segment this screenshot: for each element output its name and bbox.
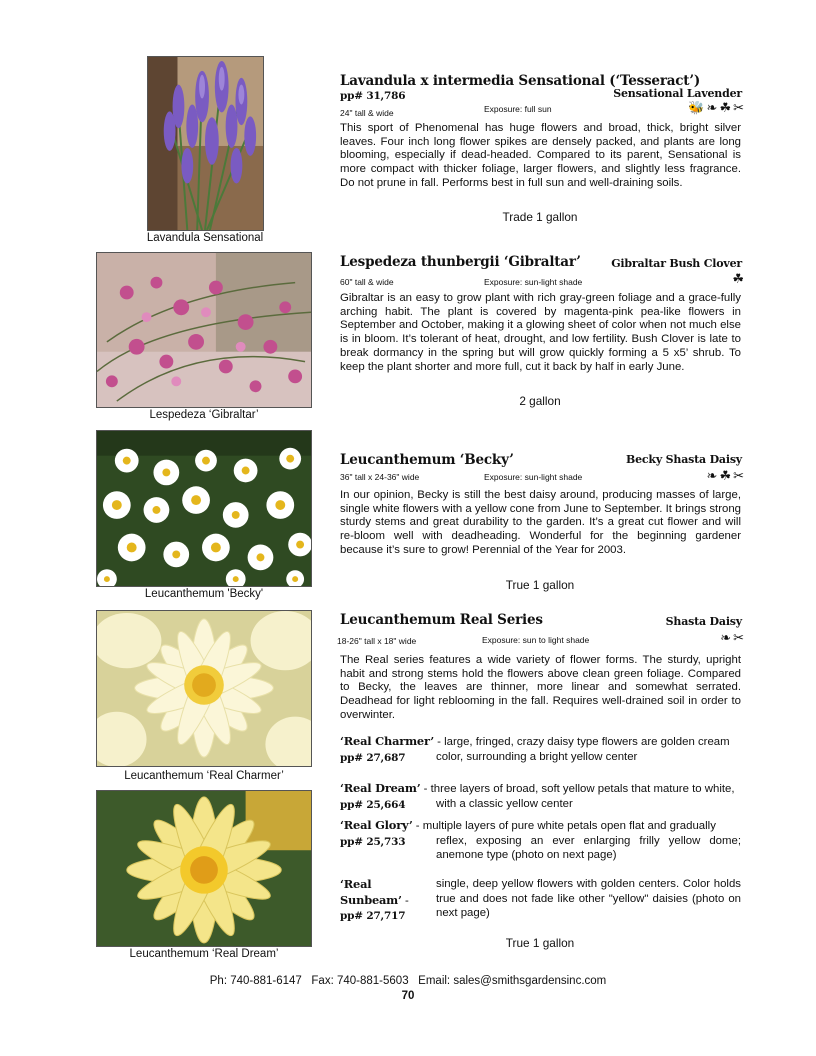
- photo-caption: Lavandula Sensational: [146, 232, 264, 244]
- botanical-name: Leucanthemum Real Series: [340, 612, 543, 628]
- lespedeza-photo: [96, 252, 312, 408]
- cultivar-name: ‘Real Dream’: [340, 781, 421, 795]
- plant-size: 24" tall & wide: [340, 108, 394, 118]
- plant-patent: pp# 27,717: [340, 910, 406, 922]
- deer-resistant-icon: ☘: [719, 468, 732, 483]
- plant-patent: pp# 25,733: [340, 835, 406, 848]
- plant-patent: pp# 25,664: [340, 798, 406, 811]
- butterfly-icon: ❧: [720, 630, 732, 645]
- common-name: Sensational Lavender: [613, 87, 742, 100]
- photo-caption: Leucanthemum ‘Real Charmer’: [124, 770, 284, 782]
- plant-description: The Real series features a wide variety of flower forms. The sturdy, upright habit and strong stems hold the flowers above clean green foliage. Compared to Becky, the leaves are thinner, more linear and somewhat serrated. Deadhead for light reblooming in the fall. Requires well-drained soil in order to overwinter.: [340, 654, 741, 721]
- real-charmer-photo: [96, 610, 312, 767]
- photo-caption: Leucanthemum 'Becky': [144, 588, 264, 600]
- pot-size: Trade 1 gallon: [502, 210, 578, 224]
- real-dream-photo: [96, 790, 312, 947]
- cultivar-lead: - multiple layers of pure white petals open flat and gradually: [412, 820, 716, 832]
- becky-daisy-photo: [96, 430, 312, 587]
- cut-flower-icon: ✂: [733, 468, 744, 483]
- cultivar-name: ‘Real Glory’: [340, 818, 413, 832]
- pot-size: True 1 gallon: [505, 578, 575, 592]
- cultivar-name: ‘Real Charmer’: [340, 734, 434, 748]
- exposure: Exposure: full sun: [484, 104, 552, 114]
- attribute-icons: [688, 101, 744, 114]
- cultivar-item: [340, 877, 741, 922]
- cultivar-item: [340, 781, 741, 811]
- lavender-photo: [147, 56, 264, 231]
- common-name: Becky Shasta Daisy: [626, 453, 742, 466]
- plant-description: This sport of Phenomenal has huge flowers and broad, thick, bright silver leaves. Four inch long flower spikes are densely packed, and plants are long blooming, especially if dead-headed. Compared to its parent, Sensational is more compact with thicker foliage, larger flowers, and slightly less fragrance. Do not prune in fall. Performs best in full sun and well-draining soils.: [340, 122, 741, 189]
- plant-patent: pp# 27,687: [340, 751, 406, 764]
- botanical-name: Leucanthemum ‘Becky’: [340, 452, 514, 468]
- exposure: Exposure: sun-light shade: [484, 472, 583, 482]
- butterfly-icon: ❧: [706, 468, 718, 483]
- exposure: Exposure: sun-light shade: [484, 277, 583, 287]
- deer-resistant-icon: ☘: [732, 271, 744, 286]
- cultivar-lead: - large, fringed, crazy daisy type flowers are golden cream: [433, 736, 730, 748]
- pollinator-icon: 🐝: [688, 100, 705, 115]
- plant-size: 36" tall x 24-36" wide: [340, 472, 420, 482]
- cut-flower-icon: ✂: [733, 630, 744, 645]
- attribute-icons: [707, 469, 744, 482]
- plant-patent: pp# 31,786: [340, 90, 406, 102]
- cultivar-name: ‘Real Sunbeam’: [340, 877, 402, 907]
- cultivar-description: with a classic yellow center: [436, 797, 573, 810]
- butterfly-icon: ❧: [706, 100, 718, 115]
- photo-caption: Lespedeza ‘Gibraltar’: [149, 409, 259, 421]
- cultivar-description: reflex, exposing an ever enlarging frilly yellow dome; anemone type (photo on next page): [436, 834, 741, 861]
- common-name: Shasta Daisy: [665, 615, 742, 628]
- cultivar-description: color, surrounding a bright yellow center: [436, 750, 638, 763]
- attribute-icons: [732, 272, 744, 285]
- exposure: Exposure: sun to light shade: [482, 635, 590, 645]
- cultivar-lead: - three layers of broad, soft yellow petals that mature to white,: [420, 783, 735, 795]
- pot-size: 2 gallon: [519, 394, 561, 408]
- cultivar-item: [340, 818, 741, 863]
- cultivar-description: single, deep yellow flowers with golden centers. Color holds true and does not fade like other "yellow" daisies (photo on next page): [436, 878, 741, 919]
- plant-size: 18-26" tall x 18" wide: [337, 636, 417, 646]
- cultivar-item: [340, 734, 741, 764]
- pot-size: True 1 gallon: [505, 936, 575, 950]
- attribute-icons: [720, 631, 744, 644]
- cut-flower-icon: ✂: [733, 100, 744, 115]
- photo-caption: Leucanthemum ‘Real Dream’: [129, 948, 279, 960]
- footer-contact: Ph: 740-881-6147 Fax: 740-881-5603 Email: sales@smithsgardensinc.com: [209, 975, 607, 987]
- page-number: 70: [401, 990, 415, 1002]
- plant-description: In our opinion, Becky is still the best daisy around, producing masses of large, single white flowers with a yellow cone from June to September. It brings strong sturdy stems and great durability to the garden. It’s a great cut flower and will re-bloom well with deadheading. Wonderful for the beginning gardener because it’s sure to grow! Perennial of the Year for 2003.: [340, 489, 741, 556]
- common-name: Gibraltar Bush Clover: [611, 257, 742, 270]
- deer-resistant-icon: ☘: [719, 100, 732, 115]
- botanical-name: Lavandula x intermedia Sensational (‘Tesseract’): [340, 73, 701, 89]
- cultivar-lead: -: [401, 894, 409, 907]
- plant-size: 60" tall & wide: [340, 277, 394, 287]
- botanical-name: Lespedeza thunbergii ‘Gibraltar’: [340, 254, 581, 270]
- plant-description: Gibraltar is an easy to grow plant with rich gray-green foliage and a grace-fully arching habit. The plant is covered by magenta-pink pea-like flowers in September and October, making it a glowing sheet of color when not much else is in bloom. It’s tolerant of heat, drought, and low fertility. Bush Clover is late to break dormancy in the spring but will grow quickly forming a 5 x5’ shrub. To keep the plant shorter and more full, cut it back by half in early June.: [340, 292, 741, 373]
